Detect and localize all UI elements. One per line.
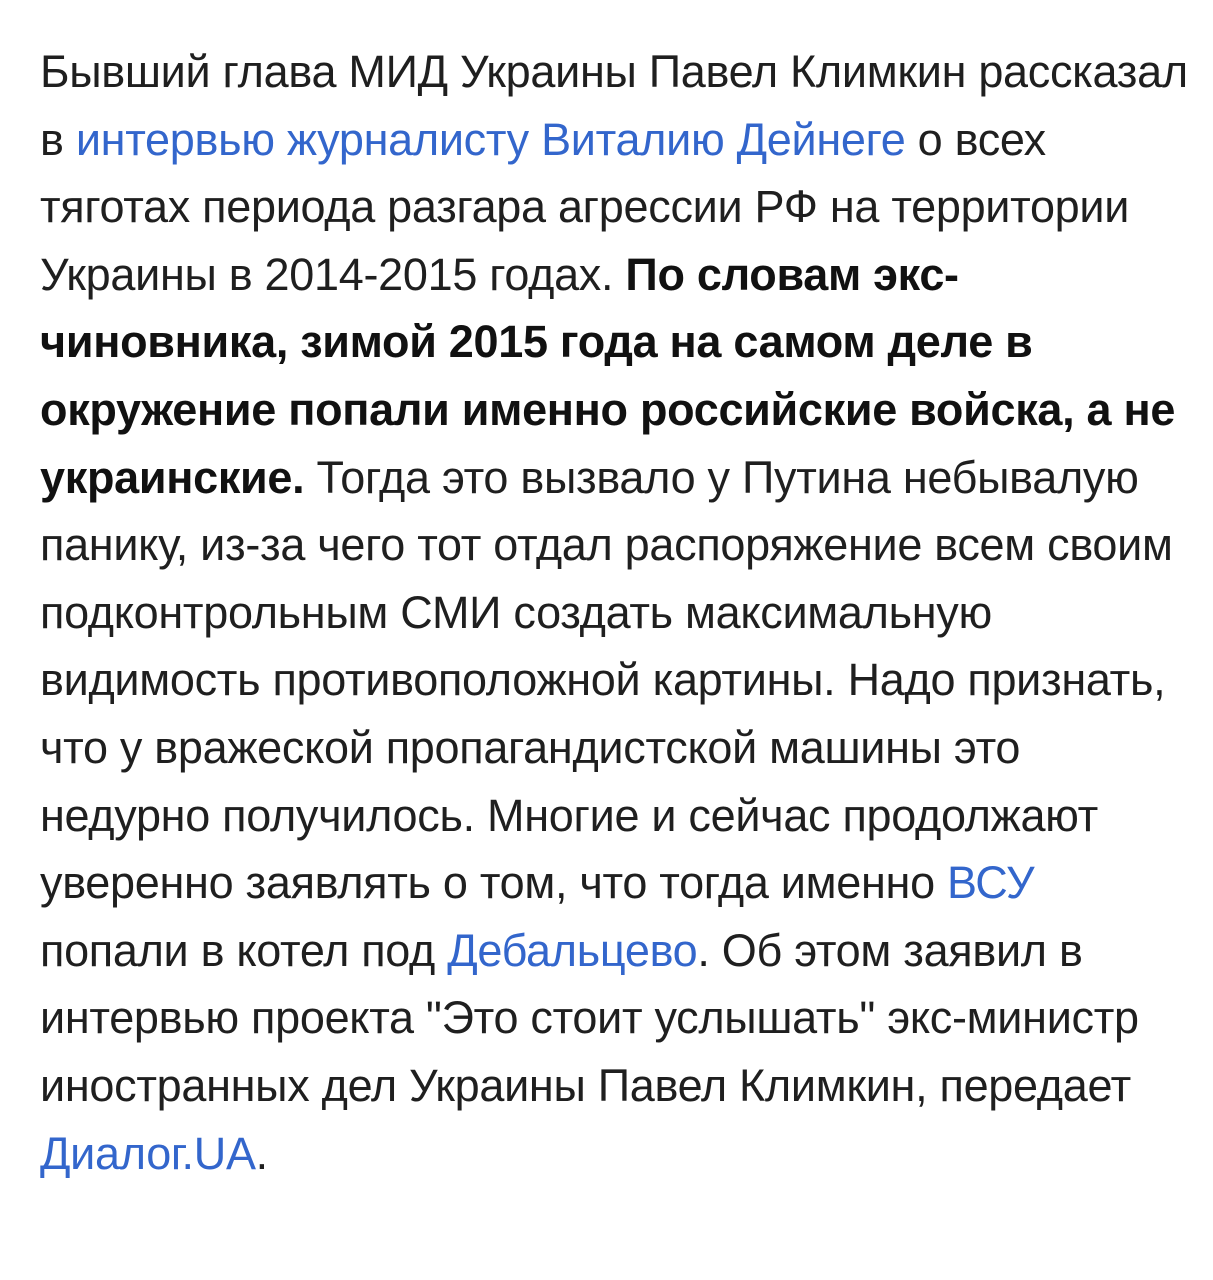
link-vsu[interactable]: ВСУ — [947, 857, 1035, 909]
link-dialog-ua[interactable]: Диалог.UA — [40, 1127, 256, 1179]
bold-statement: По словам экс-чиновника, зимой 2015 года на самом деле в окружение попали именно российские войска, а не украинские. — [40, 248, 1176, 503]
text-segment: Тогда это вызвало у Путина небывалую панику, из-за чего тот отдал распоряжение всем своим подконтрольным СМИ создать максимальную видимость противоположной картины. Надо признать, что у вражеской пропагандистской машины это недурно получилось. Многие и сейчас продолжают уверенно заявлять о том, что тогда именно — [40, 451, 1173, 909]
link-debaltsevo[interactable]: Дебальцево — [447, 924, 698, 976]
text-segment: попали в котел под — [40, 924, 448, 976]
text-segment: Бывший глава МИД Украины Павел Климкин рассказал в — [40, 46, 1188, 165]
text-segment: . Об этом заявил в интервью проекта "Это стоит услышать" экс-министр иностранных дел Украины Павел Климкин, передает — [40, 924, 1139, 1111]
text-segment: . — [255, 1127, 268, 1179]
link-interview[interactable]: интервью журналисту Виталию Дейнеге — [75, 113, 906, 165]
article-body — [40, 38, 1190, 1187]
text-segment: о всех тяготах периода разгара агрессии РФ на территории Украины в 2014-2015 годах. — [40, 113, 1130, 300]
article-paragraph — [40, 38, 1190, 1187]
